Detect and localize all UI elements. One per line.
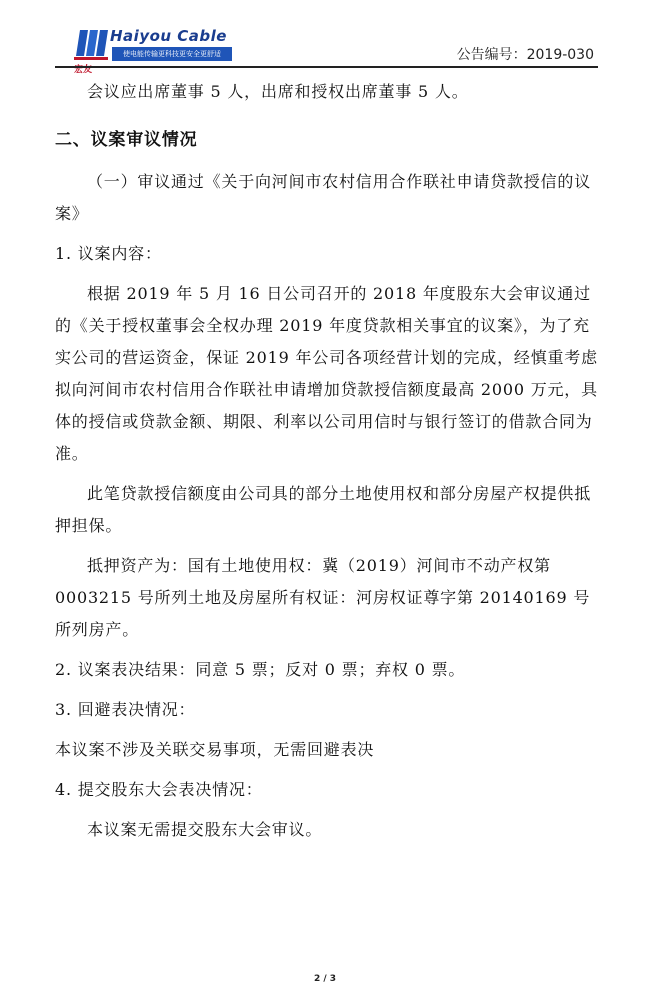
page-number: 2 / 3 <box>313 974 337 984</box>
logo-text: Haiyou Cable <box>110 27 227 45</box>
item3-label: 3. 回避表决情况： <box>55 700 196 719</box>
logo-slogan: 使电能传输更科技更安全更舒适 <box>112 47 232 61</box>
company-logo <box>74 26 234 75</box>
item1-label: 1. 议案内容： <box>55 244 162 263</box>
item3-content: 本议案不涉及关联交易事项，无需回避表决 <box>55 740 375 759</box>
item4-label: 4. 提交股东大会表决情况： <box>55 780 263 799</box>
item2-vote-result: 2. 议案表决结果：同意 5 票；反对 0 票；弃权 0 票。 <box>55 660 466 679</box>
section-heading: 二、议案审议情况 <box>55 130 198 150</box>
logo-mark-icon <box>74 26 108 62</box>
item1-guarantee: 此笔贷款授信额度由公司具的部分土地使用权和部分房屋产权提供抵押担保。 <box>55 484 592 535</box>
page-header <box>0 0 650 75</box>
item1-content: 根据 2019 年 5 月 16 日公司召开的 2018 年度股东大会审议通过的《关于授权董事会全权办理 2019 年度贷款相关事宜的议案》，为了充实公司的营运资金，保证 2019 年公司各项经营计划的完成，经慎重考虑拟向河间市农村信用合作联社申请增加贷款授信额度最高 2000 万元，具体的授信或贷款金额、期限、利率以公司用信时与银行签订的借款合同为准。 <box>55 284 598 463</box>
attendance-paragraph: 会议应出席董事 5 人，出席和授权出席董事 5 人。 <box>87 82 469 101</box>
item1-collateral: 抵押资产为：国有土地使用权：冀（2019）河间市不动产权第 0003215 号所列土地及房屋所有权证：河房权证尊字第 20140169 号所列房产。 <box>55 556 591 639</box>
header-divider <box>55 66 598 68</box>
item4-content: 本议案无需提交股东大会审议。 <box>87 820 323 839</box>
document-body <box>55 76 600 846</box>
notice-number: 公告编号：2019-030 <box>456 47 594 63</box>
motion-title: （一）审议通过《关于向河间市农村信用合作联社申请贷款授信的议案》 <box>55 172 592 223</box>
logo-chinese-name: 宏友 <box>74 65 93 75</box>
